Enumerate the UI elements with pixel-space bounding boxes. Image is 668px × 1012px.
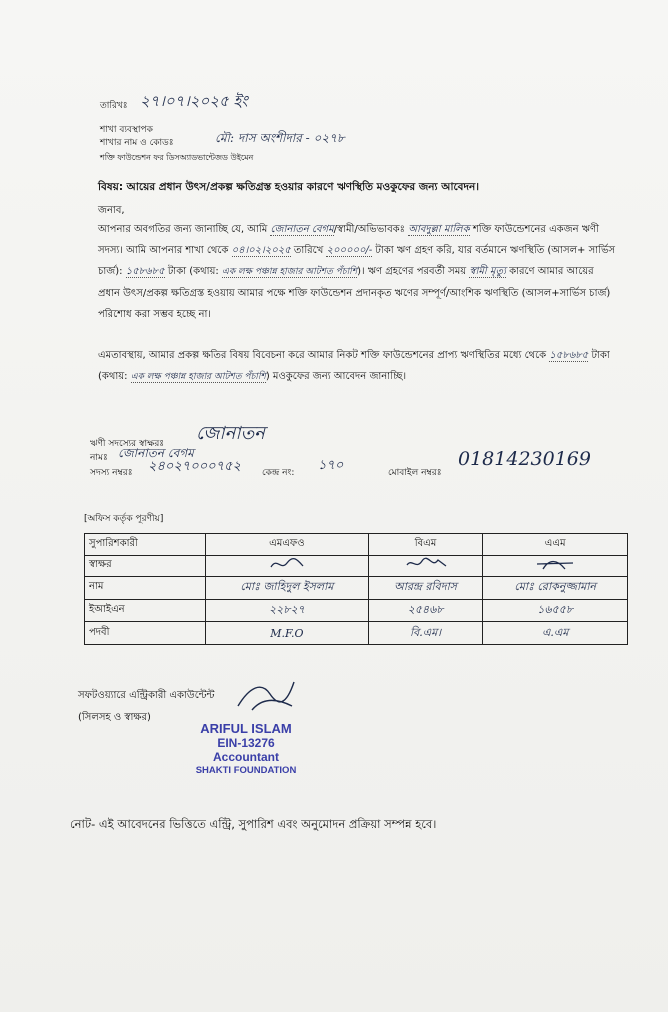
row-label: স্বাক্ষর bbox=[85, 555, 206, 577]
row-label: ইআইএন bbox=[85, 599, 206, 622]
accountant-sub: (সিলসহ ও স্বাক্ষর) bbox=[78, 712, 151, 723]
signature-cell bbox=[483, 555, 628, 577]
accountant-label: সফটওয়্যারে এন্ট্রিকারী একাউন্টেন্ট bbox=[78, 690, 215, 701]
body-paragraph-1 bbox=[98, 219, 618, 325]
p2-text-c: ) মওকুফের জন্য আবেদন জানাচ্ছি। bbox=[265, 371, 407, 382]
row-label: নাম bbox=[85, 577, 206, 600]
outstanding-handwritten: ১৫৮৬৮৫ bbox=[125, 266, 165, 277]
branch-code-value: মৌ: দাস অংশীদার - ০২৭৮ bbox=[215, 131, 345, 145]
table-header-cell: এমএফও bbox=[206, 534, 369, 556]
p1-text-e: টাকা ঋণ গ্রহণ করি, যার বর্তমানে ঋণস্থিতি (আসল+ সার্ভিস চার্জ): bbox=[98, 245, 615, 277]
org-line: শক্তি ফাউন্ডেশন ফর ডিসঅ্যাডভান্টেজড উইমেন bbox=[100, 153, 254, 162]
table-cell: আরন্দ্র রবিদাস bbox=[368, 577, 483, 600]
salutation: জনাব, bbox=[98, 205, 125, 216]
waiver-amount-handwritten: ১৫৮৬৮৫ bbox=[549, 350, 589, 361]
table-cell: মোঃ রোকনুজ্জামান bbox=[483, 577, 628, 600]
body-paragraph-2 bbox=[98, 345, 618, 388]
loan-date-handwritten: ০৪।০২।২০২৫ bbox=[231, 245, 291, 256]
member-no-label: সদস্য নম্বরঃ bbox=[90, 468, 133, 478]
p1-text-b: /স্বামী/অভিভাবকঃ bbox=[333, 224, 405, 235]
member-sign-label: ঋণী সদস্যের স্বাক্ষরঃ bbox=[90, 439, 165, 449]
table-row bbox=[85, 577, 628, 600]
p2-text-b: টাকা (কথায়: bbox=[98, 350, 610, 382]
date-value: ২৭।০৭।২০২৫ ইং bbox=[140, 92, 248, 110]
table-header-row bbox=[85, 534, 628, 556]
table-row bbox=[85, 622, 628, 645]
member-name-handwritten: জোনাতন বেগম bbox=[270, 224, 334, 235]
table-cell: ১৬৫৫৮ bbox=[483, 599, 628, 622]
note-text: নোট- এই আবেদনের ভিত্তিতে এন্ট্রি, সুপারিশ এবং অনুমোদন প্রক্রিয়া সম্পন্ন হবে। bbox=[70, 817, 437, 831]
table-cell: মোঃ জাহিদুল ইসলাম bbox=[206, 577, 369, 600]
table-row bbox=[85, 555, 628, 577]
table-cell: বি.এম। bbox=[368, 622, 483, 645]
center-value: ১৭০ bbox=[318, 458, 344, 473]
stamp-ein: EIN-13276 bbox=[217, 736, 275, 750]
table-row bbox=[85, 599, 628, 622]
accountant-signature-icon bbox=[232, 676, 302, 716]
office-heading: [অফিস কর্তৃক পূরণীয়] bbox=[84, 514, 164, 524]
signature-scribble-icon bbox=[404, 557, 448, 571]
mobile-label: মোবাইল নম্বরঃ bbox=[388, 468, 442, 478]
stamp-org: SHAKTI FOUNDATION bbox=[195, 765, 297, 776]
subject-line: বিষয়: আয়ের প্রধান উৎস/প্রকল্প ক্ষতিগ্রস্ত হওয়ার কারণে ঋণস্থিতি মওকুফের জন্য আবেদন। bbox=[98, 181, 480, 193]
stamp-name: ARIFUL ISLAM bbox=[200, 721, 292, 736]
office-signature-table bbox=[84, 533, 628, 645]
table-cell: এ.এম bbox=[483, 622, 628, 645]
p1-text-f: টাকা (কথায়: bbox=[167, 266, 219, 277]
signature-scribble-icon bbox=[267, 557, 307, 571]
p2-text-a: এমতাবস্থায়, আমার প্রকল্প ক্ষতির বিষয় বিবেচনা করে আমার নিকট শক্তি ফাউন্ডেশনের প্রাপ্য ঋণস্থিতির মধ্যে থেকে bbox=[98, 350, 547, 361]
member-name-label: নামঃ bbox=[90, 453, 108, 463]
loan-amount-handwritten: ২০০০০০/- bbox=[326, 245, 373, 256]
signature-cell bbox=[206, 555, 369, 577]
p1-text-a: আপনার অবগতির জন্য জানাচ্ছি যে, আমি bbox=[98, 224, 268, 235]
table-header-cell: সুপারিশকারী bbox=[85, 534, 206, 556]
stamp-role: Accountant bbox=[213, 750, 279, 764]
accountant-stamp bbox=[176, 722, 316, 778]
signature-cell bbox=[368, 555, 483, 577]
p1-text-d: তারিখে bbox=[293, 245, 324, 256]
date-label: তারিখঃ bbox=[100, 101, 128, 111]
waiver-words-handwritten: এক লক্ষ পঞ্চান্ন হাজার আটশত পঁচাশি bbox=[130, 372, 266, 382]
table-cell: ২৫৪৬৮ bbox=[368, 599, 483, 622]
center-label: কেন্দ্র নং: bbox=[262, 468, 295, 478]
table-header-cell: এএম bbox=[483, 534, 628, 556]
p1-text-c: শক্তি ফাউন্ডেশনের একজন ঋণী সদস্য। আমি আপনার শাখা থেকে bbox=[98, 224, 599, 256]
p1-text-g: )। ঋণ গ্রহণের পরবর্তী সময় bbox=[357, 266, 467, 277]
member-sign-handwritten: জোনাতন bbox=[196, 423, 265, 444]
signature-scribble-icon bbox=[533, 557, 577, 571]
member-no-value: ২৪০২৭০০০৭৫২ bbox=[148, 459, 241, 474]
branch-code-label: শাখার নাম ও কোডঃ bbox=[100, 138, 174, 148]
table-cell: M.F.O bbox=[206, 622, 369, 645]
member-name-value: জোনাতন বেগম bbox=[118, 446, 194, 460]
table-cell: ২২৮২৭ bbox=[206, 599, 369, 622]
branch-manager: শাখা ব্যবস্থাপক bbox=[100, 125, 153, 135]
row-label: পদবী bbox=[85, 622, 206, 645]
guardian-name-handwritten: আবদুল্লা মালিক bbox=[408, 224, 470, 235]
in-words-handwritten: এক লক্ষ পঞ্চান্ন হাজার আটশত পঁচাশি bbox=[222, 267, 358, 277]
p1-text-h: কারণে আমার আয়ের প্রধান উৎস/প্রকল্প ক্ষতিগ্রস্ত হওয়ায় আমার পক্ষে শক্তি ফাউন্ডেশন প্রদানকৃত ঋণের সম্পূর্ণ/আংশিক ঋণস্থিতি (আসল+সার্ভিস চার্জ) পরিশোধ করা সম্ভব হচ্ছে না। bbox=[98, 266, 611, 320]
table-header-cell: বিএম bbox=[368, 534, 483, 556]
mobile-value: 01814230169 bbox=[458, 448, 591, 470]
reason-handwritten: স্বামী মৃত্যু bbox=[469, 266, 506, 277]
